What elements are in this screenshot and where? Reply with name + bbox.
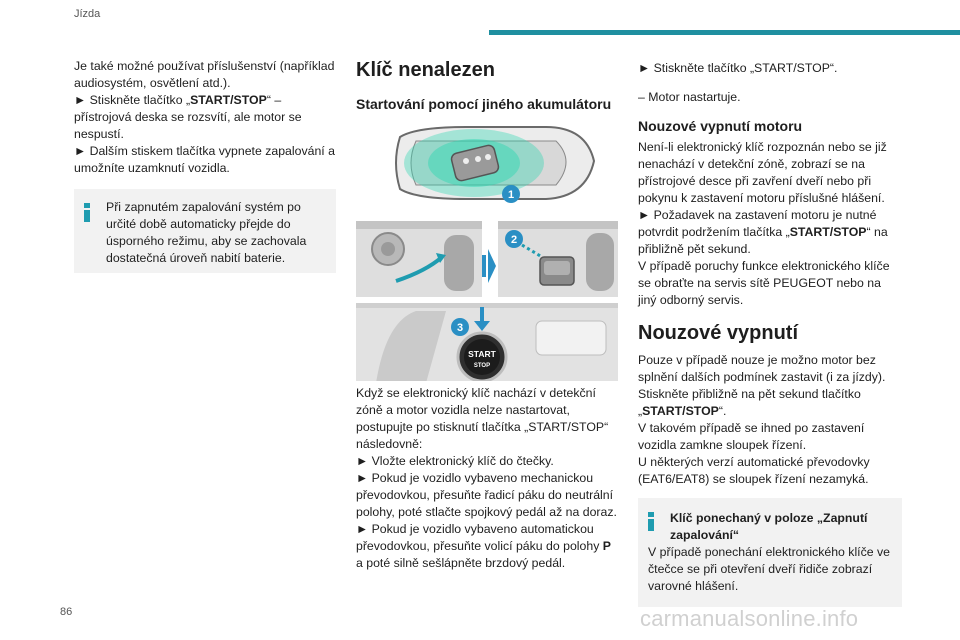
start-label: START	[468, 349, 496, 359]
step-badge: 2	[510, 234, 518, 246]
info-text: V případě ponechání elektronického klíče ve čtečce se při otevření dveří řidiče zobrazí varovné hlášení.	[648, 545, 890, 593]
stop-label: STOP	[473, 363, 491, 369]
section-heading: Nouzové vypnutí	[638, 322, 799, 344]
paragraph-step: ► Dalším stiskem tlačítka vypnete zapalování a umožníte uzamknutí vozidla.	[74, 144, 335, 175]
info-title: Klíč ponechaný v poloze „Zapnutí zapalování“	[670, 511, 868, 542]
section-heading: Klíč nenalezen	[356, 59, 495, 81]
column-right	[638, 60, 902, 607]
key-reader-image	[356, 221, 482, 297]
paragraph: Když se elektronický klíč nachází v detekční zóně a motor vozidla nelze nastartovat, postupujte po stisknutí tlačítka „START/STOP“ následovně:	[356, 386, 609, 451]
column-middle	[356, 58, 618, 572]
paragraph-step: ► Pokud je vozidlo vybaveno mechanickou převodovkou, přesuňte řadicí páku do neutrální polohy, poté stlačte spojkový pedál až na doraz.	[356, 471, 617, 519]
paragraph-step: ► Stiskněte tlačítko „START/STOP“.	[638, 61, 838, 75]
paragraph: V případě poruchy funkce elektronického klíče se obraťte na servis sítě PEUGEOT nebo na jiný odborný servis.	[638, 259, 890, 307]
paragraph-step: ► Vložte elektronický klíč do čtečky.	[356, 454, 554, 468]
header-section-title: Jízda	[74, 8, 101, 20]
paragraph: Je také možné používat příslušenství (například audiosystém, osvětlení atd.).	[74, 59, 335, 90]
step-badge: 1	[507, 189, 515, 201]
illustration	[356, 121, 618, 379]
paragraph: Pouze v případě nouze je možno motor bez splnění dalších podmínek zastavit (i za jízdy). Stiskněte přibližně na pět sekund tlačítko „START/STOP“.	[638, 353, 886, 418]
watermark: carmanualsonline.info	[640, 606, 859, 631]
info-text: Při zapnutém zapalování systém po určité době automaticky přejde do úsporného režimu, aby se zachovala dostatečná úroveň nabití baterie.	[106, 200, 307, 265]
paragraph-step: ► Stiskněte tlačítko „START/STOP“ – přístrojová deska se rozsvítí, ale motor se nespustí.	[74, 93, 302, 141]
key-in-reader-image	[498, 221, 618, 297]
info-icon	[648, 512, 654, 530]
paragraph: U některých verzí automatické převodovky (EAT6/EAT8) se sloupek řízení nezamyká.	[638, 455, 870, 486]
info-box	[638, 498, 902, 607]
paragraph-step: ► Pokud je vozidlo vybaveno automatickou převodovkou, přesuňte volicí páku do polohy P a poté silně sešlápněte brzdový pedál.	[356, 522, 611, 570]
info-box	[74, 189, 336, 273]
paragraph-step: ► Požadavek na zastavení motoru je nutné potvrdit podržením tlačítka „START/STOP“ na přibližně pět sekund.	[638, 208, 888, 256]
column-left	[74, 58, 336, 273]
page-number: 86	[60, 606, 73, 618]
start-stop-button-image	[356, 303, 618, 381]
start-procedure-illustration	[356, 121, 618, 381]
info-icon	[84, 203, 90, 221]
car-detection-zone-image	[356, 121, 618, 205]
paragraph-result: – Motor nastartuje.	[638, 90, 741, 104]
paragraph: V takovém případě se ihned po zastavení vozidla zamkne sloupek řízení.	[638, 421, 865, 452]
step-badge: 3	[456, 322, 464, 334]
subsection-heading: Nouzové vypnutí motoru	[638, 118, 803, 134]
paragraph: Není-li elektronický klíč rozpoznán nebo se již nenachází v detekční zóně, zobrazí se na přístrojové desce při zavření dveří nebo při pokynu k zastavení motoru příslušné hlášení.	[638, 140, 887, 205]
subsection-heading: Startování pomocí jiného akumulátoru	[356, 96, 612, 112]
header-accent-bar	[489, 30, 960, 35]
